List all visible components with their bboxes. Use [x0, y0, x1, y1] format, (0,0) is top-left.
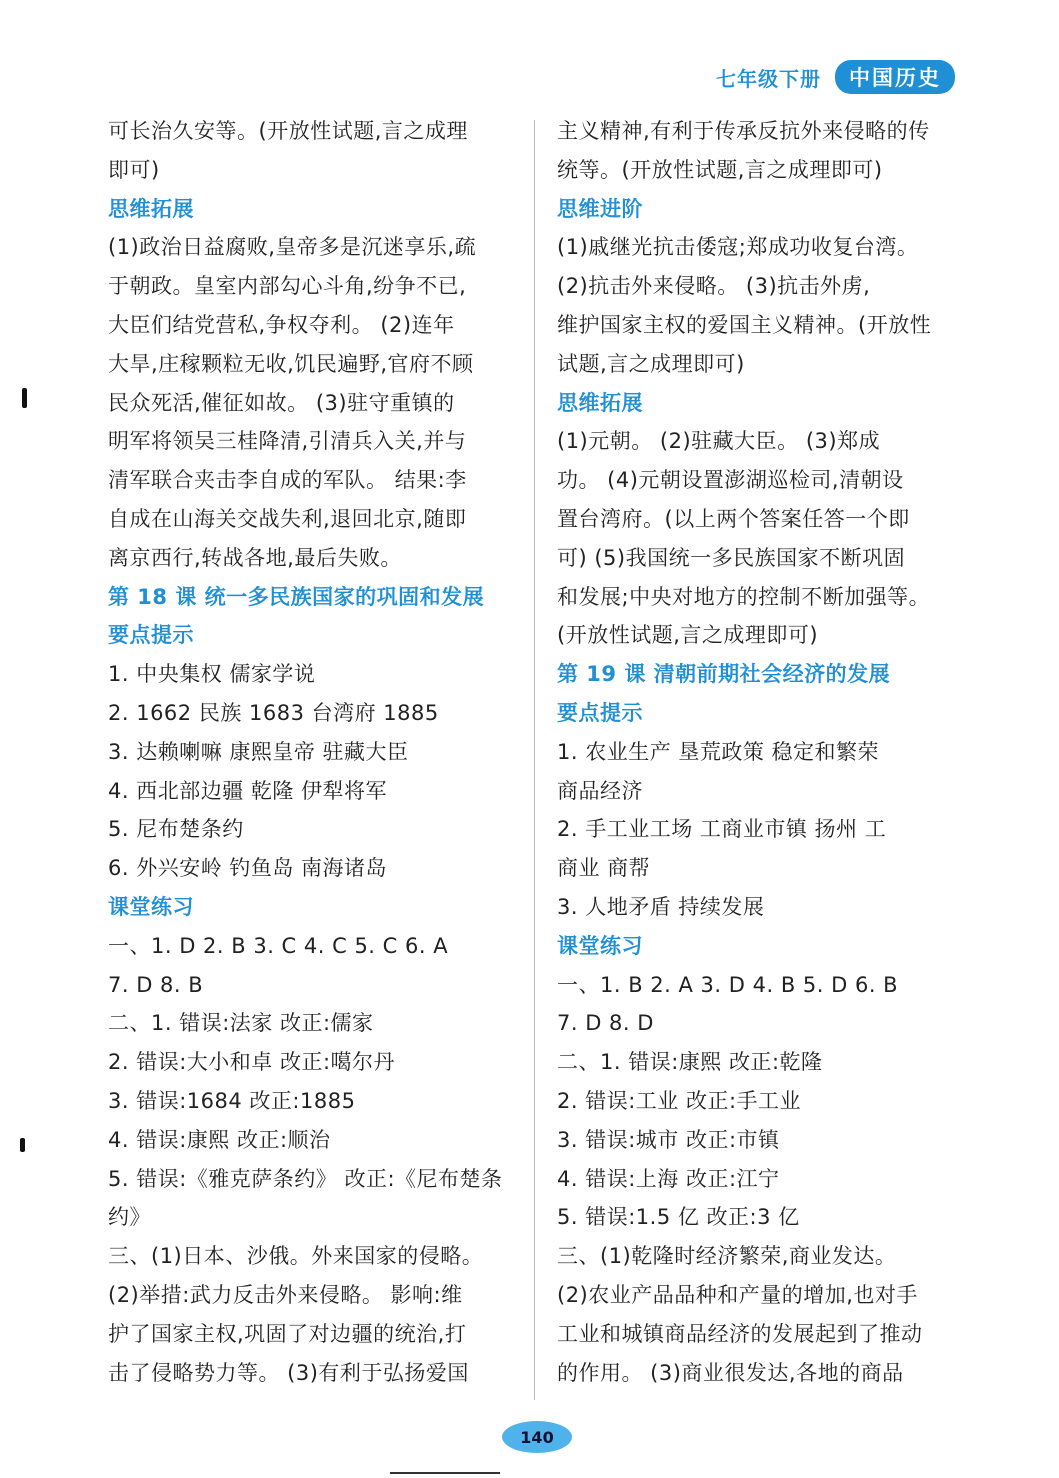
text-line: 民众死活,催征如故。 (3)驻守重镇的 [108, 390, 455, 415]
section-heading: 思维拓展 [108, 196, 194, 221]
section-heading: 课堂练习 [108, 894, 194, 919]
text-line: 7. D 8. D [557, 1011, 654, 1036]
text-line: 1. 中央集权 儒家学说 [108, 662, 316, 687]
left-column [108, 112, 518, 1392]
text-line: 功。 (4)元朝设置澎湖巡检司,清朝设 [557, 468, 904, 493]
scan-mark [22, 388, 27, 408]
text-line: 护了国家主权,巩固了对边疆的统治,打 [108, 1321, 467, 1346]
text-line: 5. 错误:《雅克萨条约》 改正:《尼布楚条 [108, 1166, 503, 1191]
section-heading: 思维拓展 [557, 390, 643, 415]
text-line: 大旱,庄稼颗粒无收,饥民遍野,官府不顾 [108, 351, 474, 376]
column-divider [534, 120, 535, 1400]
text-line: 2. 错误:大小和卓 改正:噶尔丹 [108, 1050, 396, 1075]
text-line: 二、1. 错误:法家 改正:儒家 [108, 1011, 374, 1036]
text-line: 6. 外兴安岭 钓鱼岛 南海诸岛 [108, 856, 388, 881]
section-heading: 课堂练习 [557, 933, 643, 958]
text-line: 商业 商帮 [557, 856, 651, 881]
page-number: 140 [502, 1421, 572, 1453]
grade-label: 七年级下册 [716, 66, 821, 91]
text-line: (1)元朝。 (2)驻藏大臣。 (3)郑成 [557, 429, 881, 454]
text-line: 4. 错误:康熙 改正:顺治 [108, 1127, 331, 1152]
text-line: 维护国家主权的爱国主义精神。(开放性 [557, 312, 932, 337]
text-line: 大臣们结党营私,争权夺利。 (2)连年 [108, 312, 455, 337]
text-line: 明军将领吴三桂降清,引清兵入关,并与 [108, 429, 467, 454]
text-line: 商品经济 [557, 778, 643, 803]
text-line: 2. 1662 民族 1683 台湾府 1885 [108, 700, 439, 725]
section-heading: 要点提示 [557, 700, 643, 725]
text-line: (2)抗击外来侵略。 (3)抗击外虏, [557, 274, 871, 299]
text-line: 和发展;中央对地方的控制不断加强等。 [557, 584, 931, 609]
text-line: 4. 西北部边疆 乾隆 伊犁将军 [108, 778, 388, 803]
text-line: 于朝政。皇室内部勾心斗角,纷争不已, [108, 274, 467, 299]
section-heading: 思维进阶 [557, 196, 643, 221]
text-line: 的作用。 (3)商业很发达,各地的商品 [557, 1360, 904, 1385]
subject-badge: 中国历史 [835, 60, 955, 94]
text-line: 击了侵略势力等。 (3)有利于弘扬爱国 [108, 1360, 469, 1385]
text-line: 试题,言之成理即可) [557, 351, 745, 376]
text-line: 工业和城镇商品经济的发展起到了推动 [557, 1321, 923, 1346]
right-column [557, 112, 967, 1392]
text-line: 三、(1)日本、沙俄。外来国家的侵略。 [108, 1244, 484, 1269]
text-line: (2)举措:武力反击外来侵略。 影响:维 [108, 1282, 463, 1307]
text-line: 置台湾府。(以上两个答案任答一个即 [557, 506, 910, 531]
text-line: 4. 错误:上海 改正:江宁 [557, 1166, 780, 1191]
text-line: 自成在山海关交战失利,退回北京,随即 [108, 506, 467, 531]
text-line: 5. 错误:1.5 亿 改正:3 亿 [557, 1205, 800, 1230]
text-line: 2. 手工业工场 工商业市镇 扬州 工 [557, 817, 887, 842]
text-line: 3. 错误:城市 改正:市镇 [557, 1127, 780, 1152]
text-line: 3. 错误:1684 改正:1885 [108, 1088, 356, 1113]
text-line: (1)戚继光抗击倭寇;郑成功收复台湾。 [557, 235, 919, 260]
scan-mark [20, 1138, 25, 1152]
page-header [716, 60, 955, 94]
text-line: 主义精神,有利于传承反抗外来侵略的传 [557, 119, 930, 143]
section-heading: 要点提示 [108, 623, 194, 648]
text-line: 一、1. D 2. B 3. C 4. C 5. C 6. A [108, 933, 449, 958]
text-line: 清军联合夹击李自成的军队。 结果:李 [108, 468, 467, 493]
text-line: 可长治久安等。(开放性试题,言之成理 [108, 119, 468, 143]
text-line: 2. 错误:工业 改正:手工业 [557, 1088, 802, 1113]
text-line: (开放性试题,言之成理即可) [557, 623, 819, 648]
text-line: 即可) [108, 157, 160, 182]
text-line: 二、1. 错误:康熙 改正:乾隆 [557, 1050, 823, 1075]
text-line: 离京西行,转战各地,最后失败。 [108, 545, 402, 570]
text-line: 可) (5)我国统一多民族国家不断巩固 [557, 545, 906, 570]
lesson-title: 第 19 课 清朝前期社会经济的发展 [557, 662, 891, 687]
text-line: (2)农业产品品种和产量的增加,也对手 [557, 1282, 918, 1307]
text-line: 统等。(开放性试题,言之成理即可) [557, 157, 883, 182]
text-line: 3. 达赖喇嘛 康熙皇帝 驻藏大臣 [108, 739, 409, 764]
footer-rule [390, 1472, 500, 1474]
text-line: 1. 农业生产 垦荒政策 稳定和繁荣 [557, 739, 880, 764]
text-line: 3. 人地矛盾 持续发展 [557, 894, 765, 919]
text-line: 5. 尼布楚条约 [108, 817, 244, 842]
text-line: 三、(1)乾隆时经济繁荣,商业发达。 [557, 1244, 897, 1269]
text-line: 7. D 8. B [108, 972, 204, 997]
text-line: 一、1. B 2. A 3. D 4. B 5. D 6. B [557, 972, 899, 997]
text-line: 约》 [108, 1205, 151, 1230]
lesson-title: 第 18 课 统一多民族国家的巩固和发展 [108, 584, 485, 609]
text-line: (1)政治日益腐败,皇帝多是沉迷享乐,疏 [108, 235, 477, 260]
